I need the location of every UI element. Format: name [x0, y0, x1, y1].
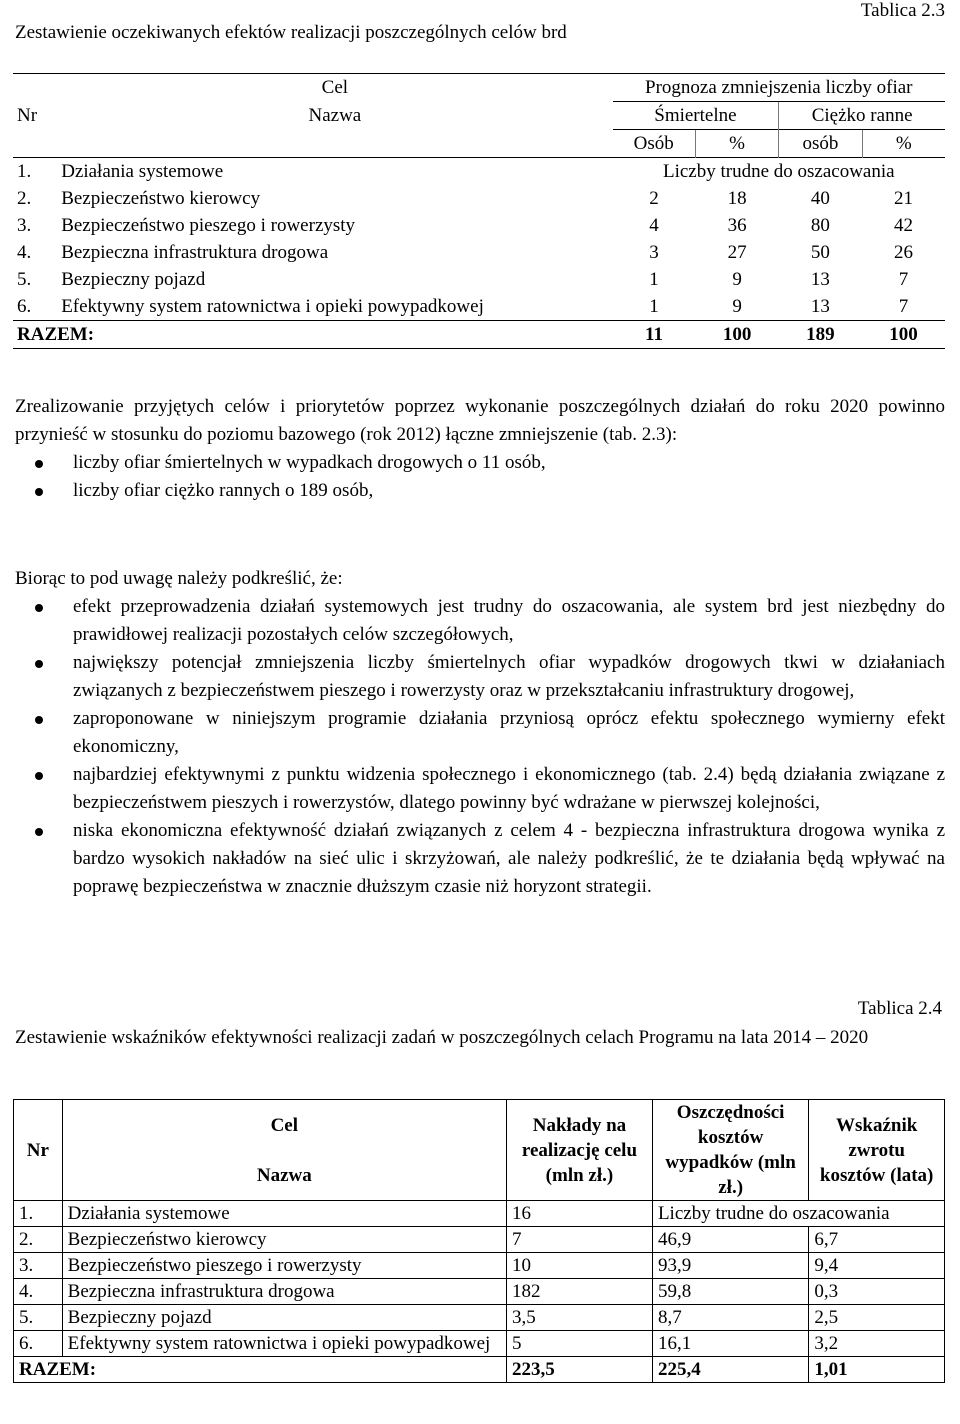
t2-header-c4: Oszczędności kosztów wypadków (mln zł.): [652, 1100, 808, 1201]
t1-header-group: Prognoza zmniejszenia liczby ofiar: [645, 76, 913, 98]
list-item: zaproponowane w niniejszym programie działania przyniosą oprócz efektu społecznego wymierny efekt ekonomiczny,: [15, 705, 945, 761]
t2-row1-note: Liczby trudne do oszacowania: [652, 1201, 944, 1227]
table1-tag: Tablica 2.3: [860, 0, 945, 21]
table-row: 3. Bezpieczeństwo pieszego i rowerzysty 4 36 80 42: [17, 214, 914, 236]
t1-header-fatal: Śmiertelne: [613, 102, 779, 130]
bullet-icon: [35, 828, 43, 836]
summary-section: [15, 393, 945, 505]
table-row: 6. Efektywny system ratownictwa i opieki powypadkowej 5 16,1 3,2: [14, 1331, 945, 1357]
bullet-list-2: [15, 593, 945, 901]
table-row: 2. Bezpieczeństwo kierowcy 2 18 40 21: [17, 187, 914, 209]
t1-total-label: RAZEM:: [17, 323, 95, 345]
table-row: 5. Bezpieczny pojazd 1 9 13 7: [17, 268, 909, 290]
t1-header-pct2: %: [862, 130, 945, 158]
t1-header-cel: Cel: [321, 76, 349, 98]
list-item: liczby ofiar ciężko rannych o 189 osób,: [15, 477, 945, 505]
table-row: 5. Bezpieczny pojazd 3,5 8,7 2,5: [14, 1305, 945, 1331]
t1-row1-nr: 1.: [17, 160, 32, 182]
intro-paragraph: Zrealizowanie przyjętych celów i priorytetów poprzez wykonanie poszczególnych działań do roku 2020 powinno przynieść w stosunku do poziomu bazowego (rok 2012) łączne zmniejszenie (tab. 2.3):: [15, 396, 945, 445]
table-row: 4. Bezpieczna infrastruktura drogowa 182 59,8 0,3: [14, 1279, 945, 1305]
table2-caption: Zestawienie wskaźników efektywności realizacji zadań w poszczególnych celach Programu na lata 2014 – 2020: [15, 1027, 869, 1048]
table-row: 1. Działania systemowe 16 Liczby trudne do oszacowania: [14, 1201, 945, 1227]
t1-row1-note: Liczby trudne do oszacowania: [662, 160, 895, 182]
table-row: 6. Efektywny system ratownictwa i opieki powypadkowej 1 9 13 7: [17, 295, 909, 317]
bullet-icon: [35, 460, 43, 468]
conclusions-section: [15, 565, 945, 901]
lead-paragraph: Biorąc to pod uwagę należy podkreślić, że:: [15, 568, 343, 589]
t2-header-nr: Nr: [14, 1100, 63, 1201]
list-item: najbardziej efektywnymi z punktu widzenia społecznego i ekonomicznego (tab. 2.4) będą działania związane z bezpieczeństwem pieszych i rowerzystów, dlatego powinny być wdrażane w pierwszej kolejności,: [15, 761, 945, 817]
t2-header-nazwa: Nazwa: [62, 1150, 506, 1201]
table-total-row: RAZEM: 11 100 189 100: [13, 321, 945, 349]
t1-header-osob1: Osób: [613, 130, 696, 158]
table-row: 3. Bezpieczeństwo pieszego i rowerzysty 10 93,9 9,4: [14, 1253, 945, 1279]
t2-header-c3: Nakłady na realizację celu (mln zł.): [506, 1100, 652, 1201]
t1-header-nazwa: Nazwa: [308, 104, 362, 126]
t2-total-label: RAZEM:: [14, 1357, 507, 1383]
bullet-list-1: [15, 449, 945, 505]
list-item: efekt przeprowadzenia działań systemowych jest trudny do oszacowania, ale system brd jest niezbędny do prawidłowej realizacji pozostałych celów szczegółowych,: [15, 593, 945, 649]
list-item: liczby ofiar śmiertelnych w wypadkach drogowych o 11 osób,: [15, 449, 945, 477]
t2-header-c5: Wskaźnik zwrotu kosztów (lata): [809, 1100, 945, 1201]
list-item: największy potencjał zmniejszenia liczby śmiertelnych ofiar wypadków drogowych tkwi w działaniach związanych z bezpieczeństwem pieszego i rowerzysty oraz w przekształcaniu infrastruktury drogowej,: [15, 649, 945, 705]
table1: [13, 73, 945, 349]
t2-header-cel: Cel: [62, 1100, 506, 1151]
list-item: niska ekonomiczna efektywność działań związanych z celem 4 - bezpieczna infrastruktura drogowa wynika z bardzo wysokich nakładów na sieć ulic i skrzyżowań, ale należy podkreślić, że te działania będą wpływać na poprawę bezpieczeństwa w znacznie dłuższym czasie niż horyzont strategii.: [15, 817, 945, 901]
bullet-icon: [35, 716, 43, 724]
t1-header-osob2: osób: [779, 130, 862, 158]
t1-header-nr: Nr: [17, 104, 38, 126]
table-total-row: RAZEM: 223,5 225,4 1,01: [14, 1357, 945, 1383]
t1-row1-name: Działania systemowe: [61, 160, 224, 182]
bullet-icon: [35, 604, 43, 612]
table-row: 4. Bezpieczna infrastruktura drogowa 3 27 50 26: [17, 241, 914, 263]
table-row: [13, 158, 945, 186]
bullet-icon: [35, 660, 43, 668]
bullet-icon: [35, 772, 43, 780]
t1-header-serious: Ciężko ranne: [779, 102, 945, 130]
table2: [13, 1099, 945, 1383]
table1-caption: Zestawienie oczekiwanych efektów realizacji poszczególnych celów brd: [15, 22, 567, 43]
bullet-icon: [35, 488, 43, 496]
table-row: 2. Bezpieczeństwo kierowcy 7 46,9 6,7: [14, 1227, 945, 1253]
table2-tag: Tablica 2.4: [857, 998, 942, 1019]
t1-header-pct1: %: [695, 130, 778, 158]
